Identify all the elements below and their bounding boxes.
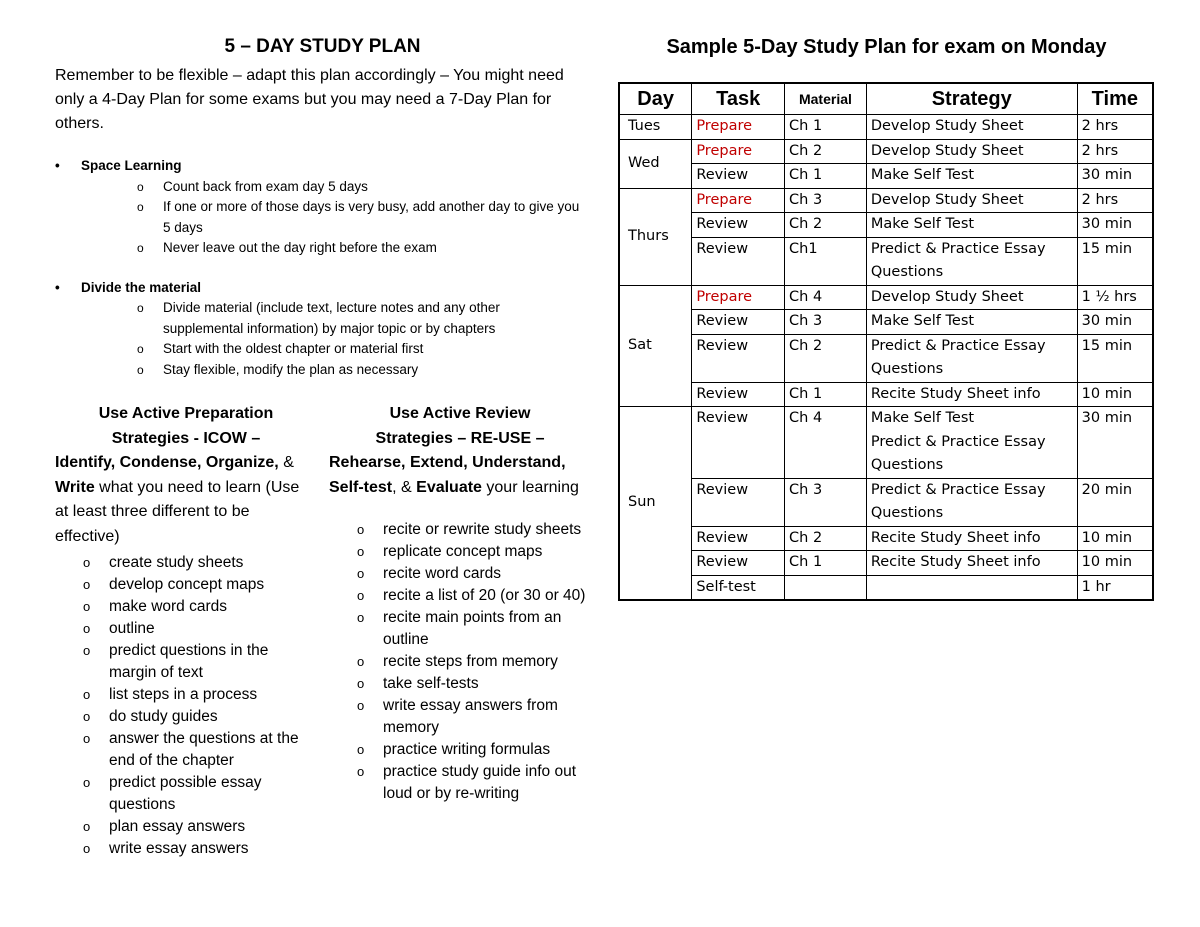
prep-acronym: Identify, Condense, Organize, [55,454,279,471]
material-cell: Ch 3 [785,188,867,213]
prep-list [55,552,317,860]
strategy-cell: Recite Study Sheet info [866,382,1077,407]
tip-sublist [81,177,590,259]
strategy-cell: Recite Study Sheet info [866,526,1077,551]
tip-sublist [81,298,590,380]
task-cell: Review [692,407,785,479]
material-cell: Ch 1 [785,164,867,189]
review-item: o recite a list of 20 (or 30 or 40) [329,585,591,607]
review-item: o practice study guide info out loud or by re-writing [329,761,591,805]
material-cell: Ch 3 [785,310,867,335]
material-cell [785,575,867,600]
review-strategies [329,402,591,805]
header-material: Material [785,83,867,115]
tip-item: o Stay flexible, modify the plan as necessary [81,360,590,381]
task-cell: Review [692,310,785,335]
strategy-cell: Make Self Test [866,164,1077,189]
prep-item: o do study guides [55,706,317,728]
tip-item: o Divide material (include text, lecture notes and any other supplemental information) by major topic or by chapters [81,298,590,339]
day-cell: Tues [619,115,692,140]
time-cell: 10 min [1077,551,1153,576]
review-acronym: Rehearse, Extend, Understand, [329,454,566,471]
header-day: Day [619,83,692,115]
material-cell: Ch 2 [785,139,867,164]
strategy-cell: Develop Study Sheet [866,115,1077,140]
tip-item: o Never leave out the day right before the exam [81,238,590,259]
material-cell: Ch 1 [785,382,867,407]
review-evaluate: Evaluate [416,478,482,496]
table-row [619,551,1153,576]
review-item: o recite steps from memory [329,651,591,673]
table-header-row [619,83,1153,115]
table-row [619,407,1153,479]
table-row [619,164,1153,189]
tip-divide-material [55,278,590,381]
table-row [619,478,1153,526]
review-heading [329,402,591,500]
review-item: o write essay answers from memory [329,695,591,739]
time-cell: 30 min [1077,310,1153,335]
table-row [619,575,1153,600]
table-body [619,115,1153,601]
task-cell: Review [692,164,785,189]
sample-plan-table [618,82,1154,601]
strategy-cell: Develop Study Sheet [866,139,1077,164]
material-cell: Ch 4 [785,407,867,479]
task-cell: Prepare [692,285,785,310]
prep-item: o predict questions in the margin of text [55,640,317,684]
tip-item: o Start with the oldest chapter or material first [81,339,590,360]
review-item: o recite or rewrite study sheets [329,519,591,541]
review-list [329,519,591,805]
sample-plan-title: Sample 5-Day Study Plan for exam on Monday [666,36,1107,58]
tip-item: o Count back from exam day 5 days [81,177,590,198]
strategy-cell: Develop Study Sheet [866,188,1077,213]
prep-item: o answer the questions at the end of the chapter [55,728,317,772]
time-cell: 2 hrs [1077,188,1153,213]
day-cell: Thurs [619,188,692,285]
strategy-cell: Predict & Practice Essay Questions [866,334,1077,382]
table-row [619,285,1153,310]
task-cell: Prepare [692,139,785,164]
prep-item: o create study sheets [55,552,317,574]
material-cell: Ch 1 [785,551,867,576]
material-cell: Ch 1 [785,115,867,140]
time-cell: 30 min [1077,213,1153,238]
task-cell: Review [692,334,785,382]
material-cell: Ch 3 [785,478,867,526]
prep-description: what you need to learn (Use at least three different to be effective) [55,478,300,545]
material-cell: Ch 2 [785,334,867,382]
strategy-cell: Make Self Test [866,310,1077,335]
strategy-cell: Make Self Test Predict & Practice Essay Questions [866,407,1077,479]
time-cell: 1 ½ hrs [1077,285,1153,310]
material-cell: Ch 4 [785,285,867,310]
page-title: 5 – DAY STUDY PLAN [224,36,421,57]
study-plan-guide [55,36,590,380]
prep-heading [55,402,317,549]
table-row [619,526,1153,551]
strategy-cell: Predict & Practice Essay Questions [866,478,1077,526]
time-cell: 30 min [1077,407,1153,479]
time-cell: 10 min [1077,526,1153,551]
table-row [619,310,1153,335]
table-row [619,382,1153,407]
task-cell: Review [692,526,785,551]
table-row [619,139,1153,164]
prep-write: Write [55,478,95,496]
task-cell: Review [692,213,785,238]
review-item: o practice writing formulas [329,739,591,761]
material-cell: Ch 2 [785,526,867,551]
strategy-cell: Develop Study Sheet [866,285,1077,310]
tip-space-learning [55,156,590,259]
time-cell: 15 min [1077,237,1153,285]
day-cell: Sat [619,285,692,407]
prep-item: o plan essay answers [55,816,317,838]
review-heading-line: Use Active Review [389,405,531,422]
prep-item: o make word cards [55,596,317,618]
header-time: Time [1077,83,1153,115]
prep-item: o develop concept maps [55,574,317,596]
table-row [619,334,1153,382]
time-cell: 20 min [1077,478,1153,526]
review-item: o replicate concept maps [329,541,591,563]
table-row [619,188,1153,213]
prep-heading-line: Strategies - ICOW – [111,429,261,447]
table-row [619,237,1153,285]
time-cell: 15 min [1077,334,1153,382]
task-cell: Review [692,478,785,526]
strategy-cell: Recite Study Sheet info [866,551,1077,576]
prep-strategies [55,402,317,860]
time-cell: 2 hrs [1077,115,1153,140]
prep-item: o outline [55,618,317,640]
strategy-cell [866,575,1077,600]
day-cell: Sun [619,407,692,601]
material-cell: Ch1 [785,237,867,285]
prep-amp: & [283,454,294,471]
tip-heading: Space Learning [81,158,182,173]
task-cell: Review [692,551,785,576]
review-amp: , & [392,478,412,496]
material-cell: Ch 2 [785,213,867,238]
intro-text: Remember to be flexible – adapt this plan accordingly – You might need only a 4-Day Plan for some exams but you may need a 7-Day Plan for others. [55,67,564,132]
table-row [619,115,1153,140]
review-self-test: Self-test [329,478,393,496]
prep-item: o list steps in a process [55,684,317,706]
prep-item: o write essay answers [55,838,317,860]
task-cell: Review [692,382,785,407]
prep-heading-line: Use Active Preparation [98,405,274,422]
time-cell: 1 hr [1077,575,1153,600]
tip-heading: Divide the material [81,279,202,295]
review-item: o recite word cards [329,563,591,585]
strategy-cell: Predict & Practice Essay Questions [866,237,1077,285]
header-task: Task [692,83,785,115]
task-cell: Review [692,237,785,285]
review-item: o take self-tests [329,673,591,695]
review-item: o recite main points from an outline [329,607,591,651]
prep-item: o predict possible essay questions [55,772,317,816]
task-cell: Self-test [692,575,785,600]
time-cell: 2 hrs [1077,139,1153,164]
review-heading-line: Strategies – RE-USE – [375,429,545,447]
day-cell: Wed [619,139,692,188]
time-cell: 30 min [1077,164,1153,189]
task-cell: Prepare [692,188,785,213]
table-row [619,213,1153,238]
task-cell: Prepare [692,115,785,140]
header-strategy: Strategy [866,83,1077,115]
review-description: your learning [486,478,579,496]
tips-list [55,156,590,380]
tip-item: o If one or more of those days is very busy, add another day to give you 5 days [81,197,590,238]
time-cell: 10 min [1077,382,1153,407]
strategy-cell: Make Self Test [866,213,1077,238]
